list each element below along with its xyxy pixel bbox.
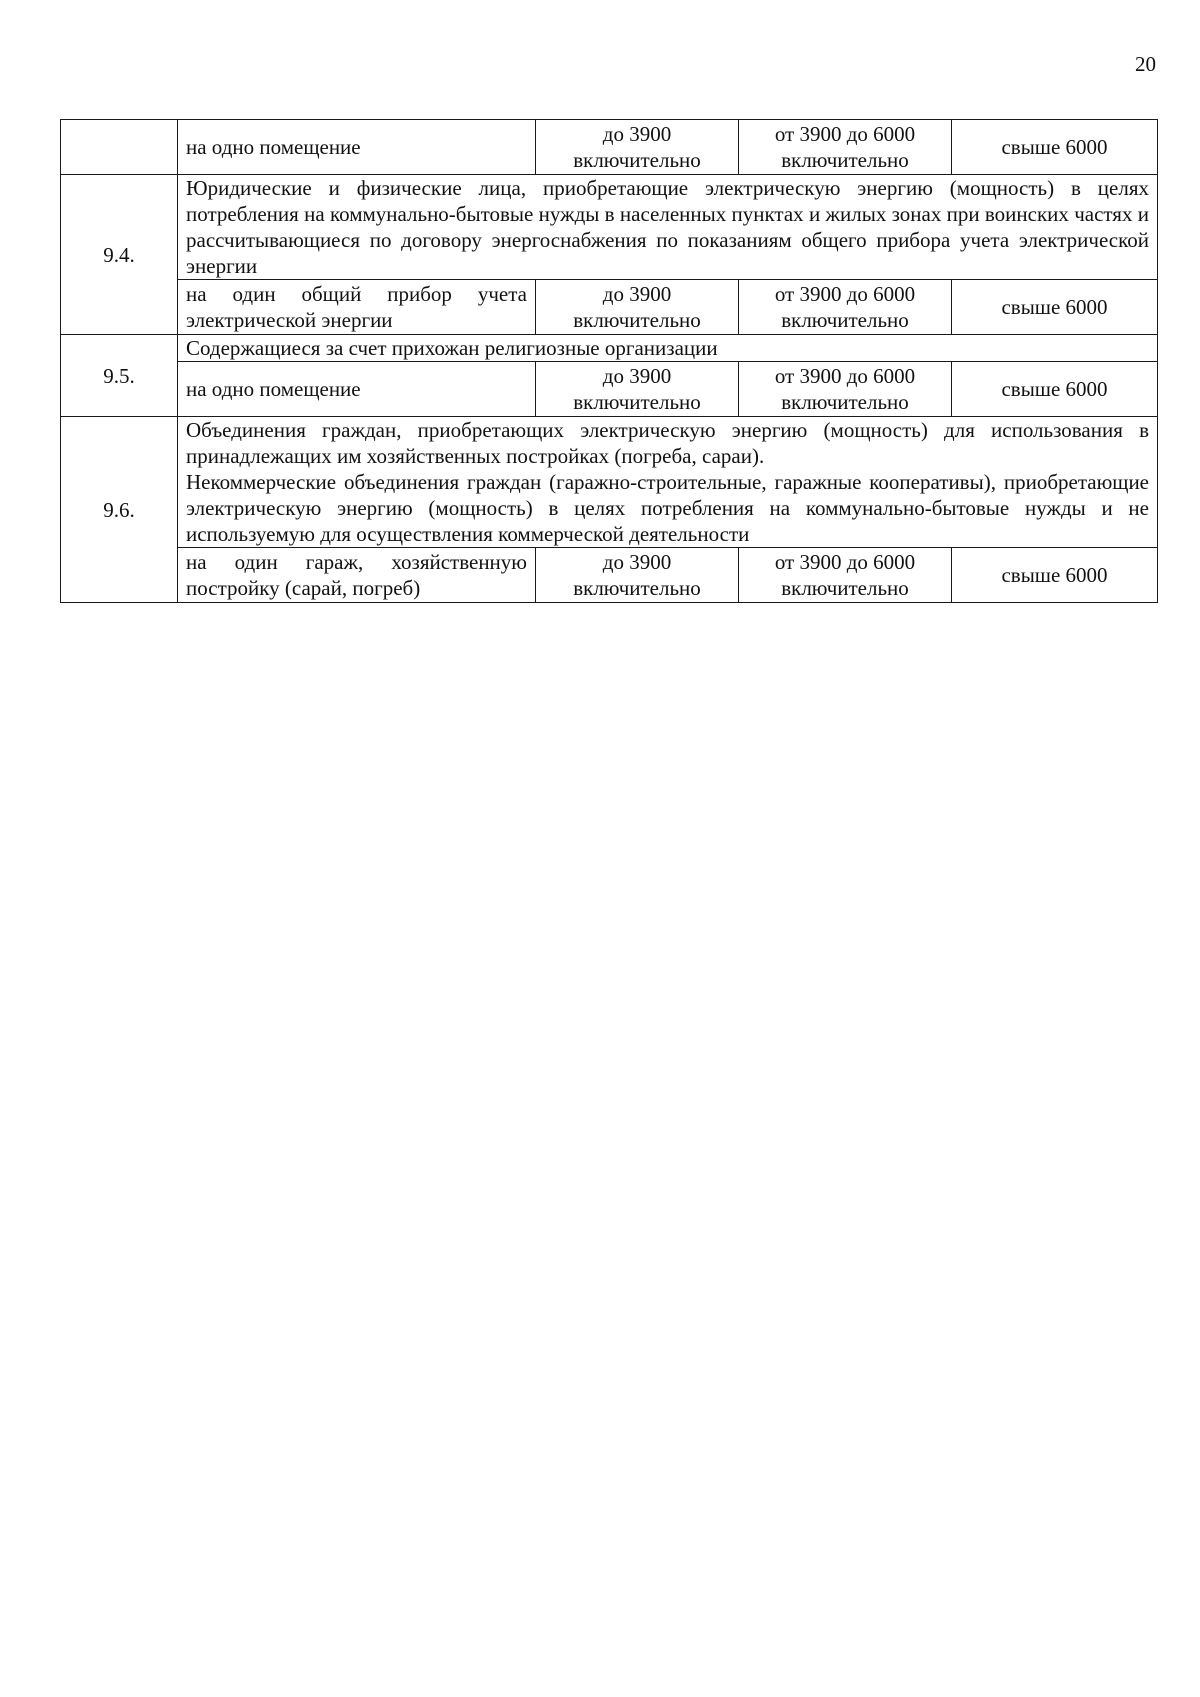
range-high-cell: свыше 6000 (952, 362, 1158, 417)
range-low-line2: включительно (573, 576, 701, 600)
category-cell: Юридические и физические лица, приобретающие электрическую энергию (мощность) в целях потребления на коммунально-бытовые нужды в населенных пунктах и жилых зонах при воинских частях и рассчитывающиеся по договору энергоснабжения по показаниям общего прибора учета электрической энергии (178, 175, 1158, 280)
range-mid-line2: включительно (781, 390, 909, 414)
tariff-table (60, 119, 1158, 603)
range-mid-line1: от 3900 до 6000 (774, 550, 916, 574)
range-low-line1: до 3900 (602, 122, 672, 146)
row-number-cell: 9.4. (61, 175, 178, 335)
range-low-cell (536, 120, 739, 175)
category-paragraph-2: Некоммерческие объединения граждан (гаражно-строительные, гаражные кооперативы), приобретающие электрическую энергию (мощность) в целях потребления на коммунально-бытовые нужды и не используемую для осуществления коммерческой деятельности (186, 470, 1149, 546)
table-row (61, 548, 1158, 603)
range-mid-line2: включительно (781, 308, 909, 332)
range-low-line2: включительно (573, 148, 701, 172)
row-number-cell: 9.5. (61, 335, 178, 417)
range-mid-line1: от 3900 до 6000 (774, 282, 916, 306)
range-high-cell: свыше 6000 (952, 280, 1158, 335)
range-low-cell (536, 280, 739, 335)
unit-cell: на один гараж, хозяйственную постройку (сарай, погреб) (178, 548, 536, 603)
row-number-cell: 9.6. (61, 417, 178, 603)
range-low-cell (536, 548, 739, 603)
range-high-cell: свыше 6000 (952, 120, 1158, 175)
table-row (61, 120, 1158, 175)
range-mid-cell (739, 362, 952, 417)
range-low-line2: включительно (573, 308, 701, 332)
row-number-cell (61, 120, 178, 175)
table-row (61, 280, 1158, 335)
range-low-line1: до 3900 (602, 282, 672, 306)
table-row (61, 417, 1158, 548)
range-mid-line2: включительно (781, 148, 909, 172)
category-cell: Содержащиеся за счет прихожан религиозные организации (178, 335, 1158, 362)
range-mid-line2: включительно (781, 576, 909, 600)
unit-cell: на одно помещение (178, 120, 536, 175)
range-mid-line1: от 3900 до 6000 (774, 364, 916, 388)
range-mid-cell (739, 548, 952, 603)
page-number: 20 (1135, 52, 1156, 76)
category-paragraph-1: Объединения граждан, приобретающих электрическую энергию (мощность) для использования в принадлежащих им хозяйственных постройках (погреба, сараи). (186, 418, 1149, 468)
table-row (61, 175, 1158, 280)
category-cell (178, 417, 1158, 548)
range-low-line1: до 3900 (602, 550, 672, 574)
range-mid-cell (739, 120, 952, 175)
range-low-cell (536, 362, 739, 417)
range-low-line1: до 3900 (602, 364, 672, 388)
unit-cell: на одно помещение (178, 362, 536, 417)
table-row (61, 335, 1158, 362)
table-row (61, 362, 1158, 417)
range-mid-line1: от 3900 до 6000 (774, 122, 916, 146)
range-low-line2: включительно (573, 390, 701, 414)
range-high-cell: свыше 6000 (952, 548, 1158, 603)
range-mid-cell (739, 280, 952, 335)
unit-cell: на один общий прибор учета электрической энергии (178, 280, 536, 335)
